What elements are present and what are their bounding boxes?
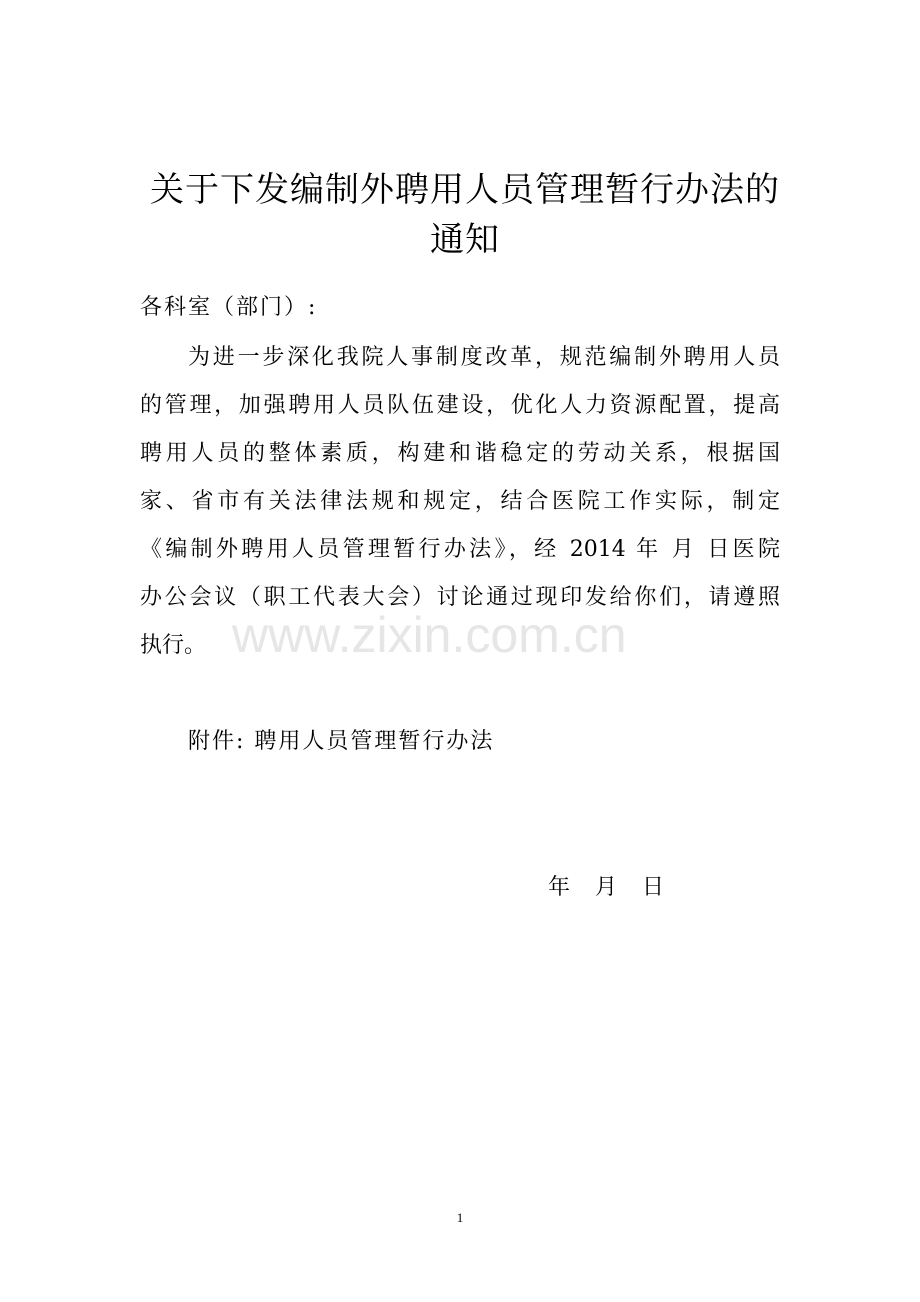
attachment-note: 附件: 聘用人员管理暂行办法 bbox=[188, 729, 495, 754]
page-number: 1 bbox=[456, 1210, 464, 1225]
body-paragraph-line: 执行。 bbox=[140, 633, 207, 658]
watermark: www.zixin.com.cn bbox=[232, 607, 627, 663]
document-title-line-2: 通知 bbox=[430, 220, 500, 260]
document-title-line-1: 关于下发编制外聘用人员管理暂行办法的 bbox=[150, 170, 780, 210]
body-paragraph-line: 为进一步深化我院人事制度改革，规范编制外聘用人员 bbox=[188, 345, 780, 370]
date-line: 年 月 日 bbox=[548, 875, 665, 900]
body-paragraph-line: 聘用人员的整体素质，构建和谐稳定的劳动关系，根据国 bbox=[140, 441, 780, 466]
body-paragraph-line: 《编制外聘用人员管理暂行办法》，经 2014 年 月 日医院 bbox=[140, 537, 780, 562]
body-paragraph-line: 的管理，加强聘用人员队伍建设，优化人力资源配置，提高 bbox=[140, 393, 780, 418]
body-paragraph-line: 家、省市有关法律法规和规定，结合医院工作实际，制定 bbox=[140, 489, 780, 514]
salutation: 各科室（部门）: bbox=[140, 295, 318, 320]
body-paragraph-line: 办公会议（职工代表大会）讨论通过现印发给你们，请遵照 bbox=[140, 585, 780, 610]
